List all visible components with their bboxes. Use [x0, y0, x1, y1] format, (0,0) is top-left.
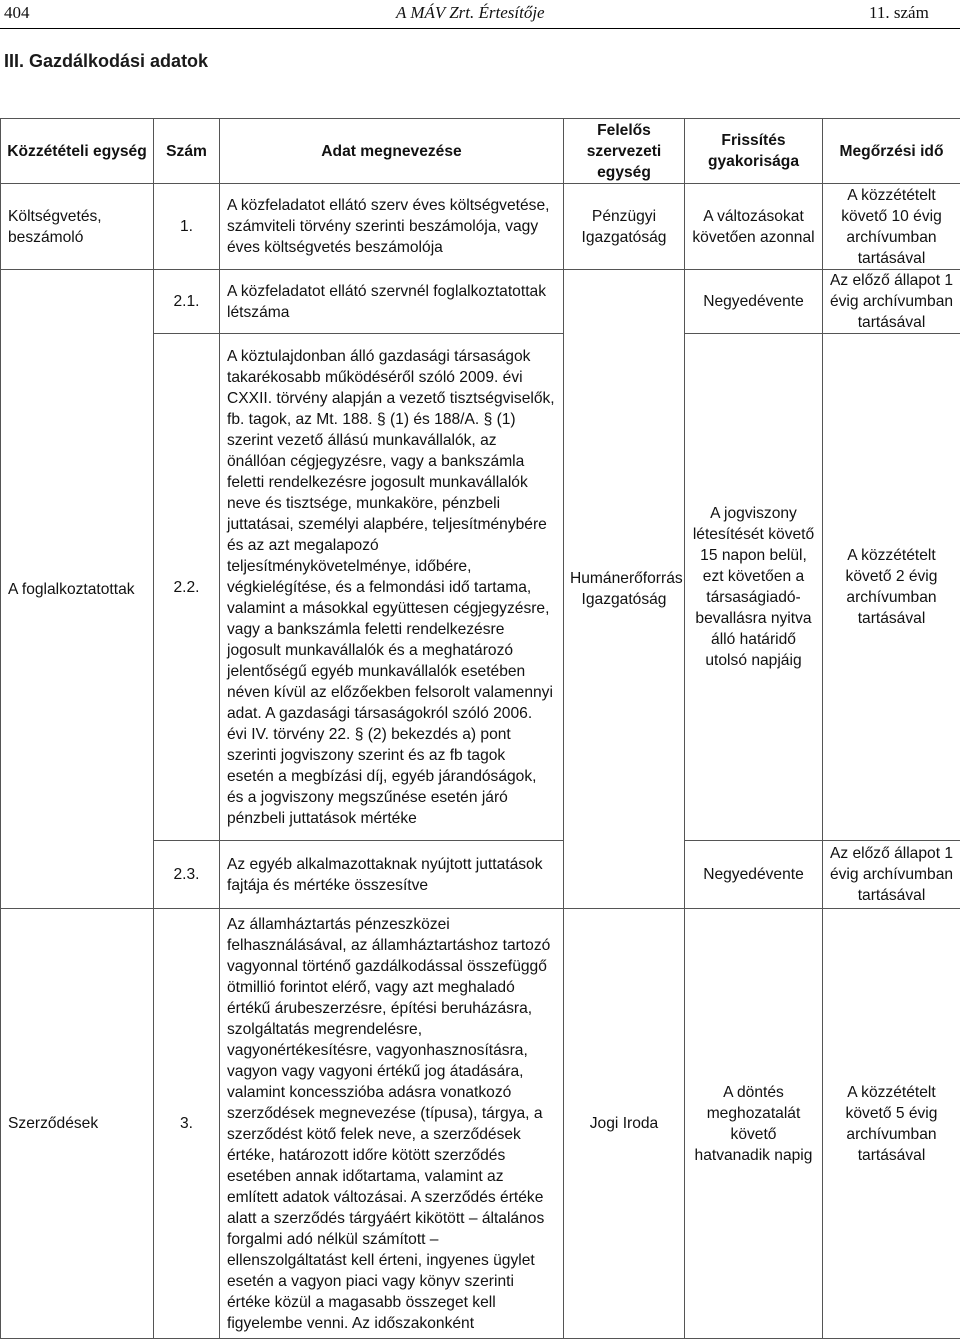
- cell-name: Az államháztartás pénzeszközei felhasználásával, az államháztartáshoz tartozó vagyonnal történő gazdálkodással összefüggő ötmillió forintot elérő, vagy azt meghaladó értékű árubeszerzésre, építési beruházásra, szolgáltatás megrendelésre, vagyonértékesítésre, vagyonhasznosításra, vagyon vagy vagyoni értékű jog átadására, valamint koncesszióba adásra vonatkozó szerződések megnevezése (típusa), tárgya, a szerződést kötő felek neve, a szerződések értéke, határozott időre kötött szerződés esetében annak időtartama, valamint az említett adatok változásai. A szerződés értéke alatt a szerződés tárgyáért kikötött – általános forgalmi adó nélkül számított – ellenszolgáltatást kell érteni, ingyenes ügylet esetén a vagyon piaci vagy könyv szerinti értéke közül a magasabb összeget kell figyelembe venni. Az időszakonként: [220, 909, 564, 1339]
- cell-name: Az egyéb alkalmazottaknak nyújtott juttatások fajtája és mértéke összesítve: [220, 841, 564, 909]
- cell-retention: A közzétételt követő 10 évig archívumban tartásával: [823, 184, 960, 270]
- cell-number: 3.: [154, 909, 220, 1339]
- cell-number: 2.3.: [154, 841, 220, 909]
- cell-frequency: A változásokat követően azonnal: [685, 184, 823, 270]
- journal-title: A MÁV Zrt. Értesítője: [396, 3, 545, 23]
- cell-responsible: Jogi Iroda: [564, 909, 685, 1339]
- header-rule: [0, 28, 960, 29]
- cell-responsible: Pénzügyi Igazgatóság: [564, 184, 685, 270]
- table-header-row: [1, 119, 960, 184]
- cell-unit: Szerződések: [1, 909, 154, 1339]
- table-row: [1, 909, 960, 1339]
- cell-number: 1.: [154, 184, 220, 270]
- table-row: [1, 270, 960, 334]
- issue-number: 11. szám: [869, 3, 929, 23]
- cell-number: 2.2.: [154, 334, 220, 841]
- cell-name: A köztulajdonban álló gazdasági társaságok takarékosabb működéséről szóló 2009. évi CXXII. törvény alapján a vezető tisztségviselők, fb. tagok, az Mt. 188. § (1) és 188/A. § (1) szerint vezető állású munkavállalók, az önállóan cégjegyzésre, vagy a bankszámla feletti rendelkezésre jogosult munkavállalók neve és tisztsége, munkaköre, pénzbeli juttatásai, személyi alapbére, teljesítménybére és az azt megalapozó teljesítménykövetelménye, időbére, végkielégítése, és a felmondási idő tartama, valamint a másokkal együttesen cégjegyzésre, vagy a bankszámla feletti rendelkezésre jogosult munkavállalók és a meghatározó jelentőségű egyéb munkavállalók esetében néven kívül az előzőekben felsorolt valamennyi adat. A gazdasági társaságokról szóló 2006. évi IV. törvény 22. § (2) bekezdés a) pont szerinti jogviszony szerint és az fb tagok esetén a megbízási díj, egyéb járandóságok, és a jogviszony megszűnése esetén járó pénzbeli juttatások mértéke: [220, 334, 564, 841]
- col-header-unit: Közzétételi egység: [1, 119, 154, 184]
- section-title: III. Gazdálkodási adatok: [4, 51, 208, 72]
- col-header-retention: Megőrzési idő: [823, 119, 960, 184]
- col-header-name: Adat megnevezése: [220, 119, 564, 184]
- cell-responsible: Humánerőforrás Igazgatóság: [564, 270, 685, 909]
- col-header-number: Szám: [154, 119, 220, 184]
- cell-retention: A közzétételt követő 5 évig archívumban tartásával: [823, 909, 960, 1339]
- cell-retention: A közzétételt követő 2 évig archívumban tartásával: [823, 334, 960, 841]
- cell-frequency: Negyedévente: [685, 270, 823, 334]
- cell-unit: Költségvetés, beszámoló: [1, 184, 154, 270]
- data-table: [0, 118, 960, 1339]
- cell-retention: Az előző állapot 1 évig archívumban tartásával: [823, 270, 960, 334]
- table-row: [1, 184, 960, 270]
- cell-frequency: A jogviszony létesítését követő 15 napon belül, ezt követően a társaságiadó-bevallásra nyitva álló határidő utolsó napjáig: [685, 334, 823, 841]
- cell-name: A közfeladatot ellátó szerv éves költségvetése, számviteli törvény szerinti beszámolója, vagy éves költségvetés beszámolója: [220, 184, 564, 270]
- cell-frequency: Negyedévente: [685, 841, 823, 909]
- col-header-responsible: Felelős szervezeti egység: [564, 119, 685, 184]
- cell-number: 2.1.: [154, 270, 220, 334]
- cell-frequency: A döntés meghozatalát követő hatvanadik napig: [685, 909, 823, 1339]
- cell-retention: Az előző állapot 1 évig archívumban tartásával: [823, 841, 960, 909]
- running-header: [0, 0, 960, 30]
- cell-unit: A foglalkoztatottak: [1, 270, 154, 909]
- page-number: 404: [4, 3, 30, 23]
- cell-name: A közfeladatot ellátó szervnél foglalkoztatottak létszáma: [220, 270, 564, 334]
- col-header-frequency: Frissítés gyakorisága: [685, 119, 823, 184]
